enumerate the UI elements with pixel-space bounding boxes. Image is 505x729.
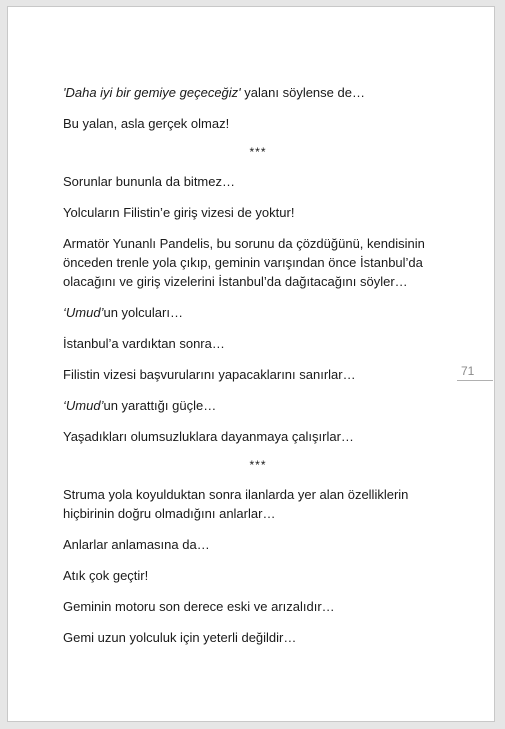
page-number: 71	[457, 364, 493, 381]
paragraph-8	[63, 365, 453, 384]
paragraph-text: Armatör Yunanlı Pandelis, bu sorunu da çözdüğünü, kendisinin önceden trenle yola çıkıp, geminin varışından önce İstanbul’da olacağını ve giriş vizelerini İstanbul’da dağıtacağını söyler…	[63, 236, 425, 289]
paragraph-text: Geminin motoru son derece eski ve arızalıdır…	[63, 599, 335, 614]
paragraph-text: Anlarlar anlamasına da…	[63, 537, 210, 552]
section-separator: ***	[249, 458, 267, 472]
paragraph-4	[63, 203, 453, 222]
paragraph-text: Bu yalan, asla gerçek olmaz!	[63, 116, 230, 131]
paragraph-text: un yarattığı güçle…	[103, 398, 217, 413]
paragraph-13	[63, 566, 453, 585]
paragraph-12	[63, 535, 453, 554]
paragraph-text: Yaşadıkları olumsuzluklara dayanmaya çalışırlar…	[63, 429, 354, 444]
paragraph-text: Filistin vizesi başvurularını yapacaklarını sanırlar…	[63, 367, 356, 382]
paragraph-5	[63, 234, 453, 291]
section-separator: ***	[249, 145, 267, 159]
paragraph-10	[63, 427, 453, 446]
paragraph-text: Sorunlar bununla da bitmez…	[63, 174, 235, 189]
paragraph-3	[63, 172, 453, 191]
paragraph-14	[63, 597, 453, 616]
paragraph-1	[63, 83, 453, 102]
paragraph-text: un yolcuları…	[103, 305, 183, 320]
paragraph-text: Struma yola koyulduktan sonra ilanlarda yer alan özelliklerin hiçbirinin doğru olmadığını anlarlar…	[63, 487, 409, 521]
paragraph-7	[63, 334, 453, 353]
paragraph-text: yalanı söylense de…	[240, 85, 365, 100]
body-text	[63, 83, 453, 659]
italic-quote: ‘Umud’	[63, 398, 104, 413]
paragraph-15	[63, 628, 453, 647]
document-page	[7, 6, 495, 722]
paragraph-text: İstanbul’a vardıktan sonra…	[63, 336, 225, 351]
italic-quote: ‘Umud’	[63, 305, 104, 320]
paragraph-text: Atık çok geçtir!	[63, 568, 149, 583]
paragraph-text: Gemi uzun yolculuk için yeterli değildir…	[63, 630, 297, 645]
paragraph-2	[63, 114, 453, 133]
paragraph-6	[63, 303, 453, 322]
paragraph-text: Yolcuların Filistin’e giriş vizesi de yoktur!	[63, 205, 295, 220]
paragraph-11	[63, 485, 453, 523]
italic-quote: 'Daha iyi bir gemiye geçeceğiz'	[63, 85, 241, 100]
paragraph-9	[63, 396, 453, 415]
